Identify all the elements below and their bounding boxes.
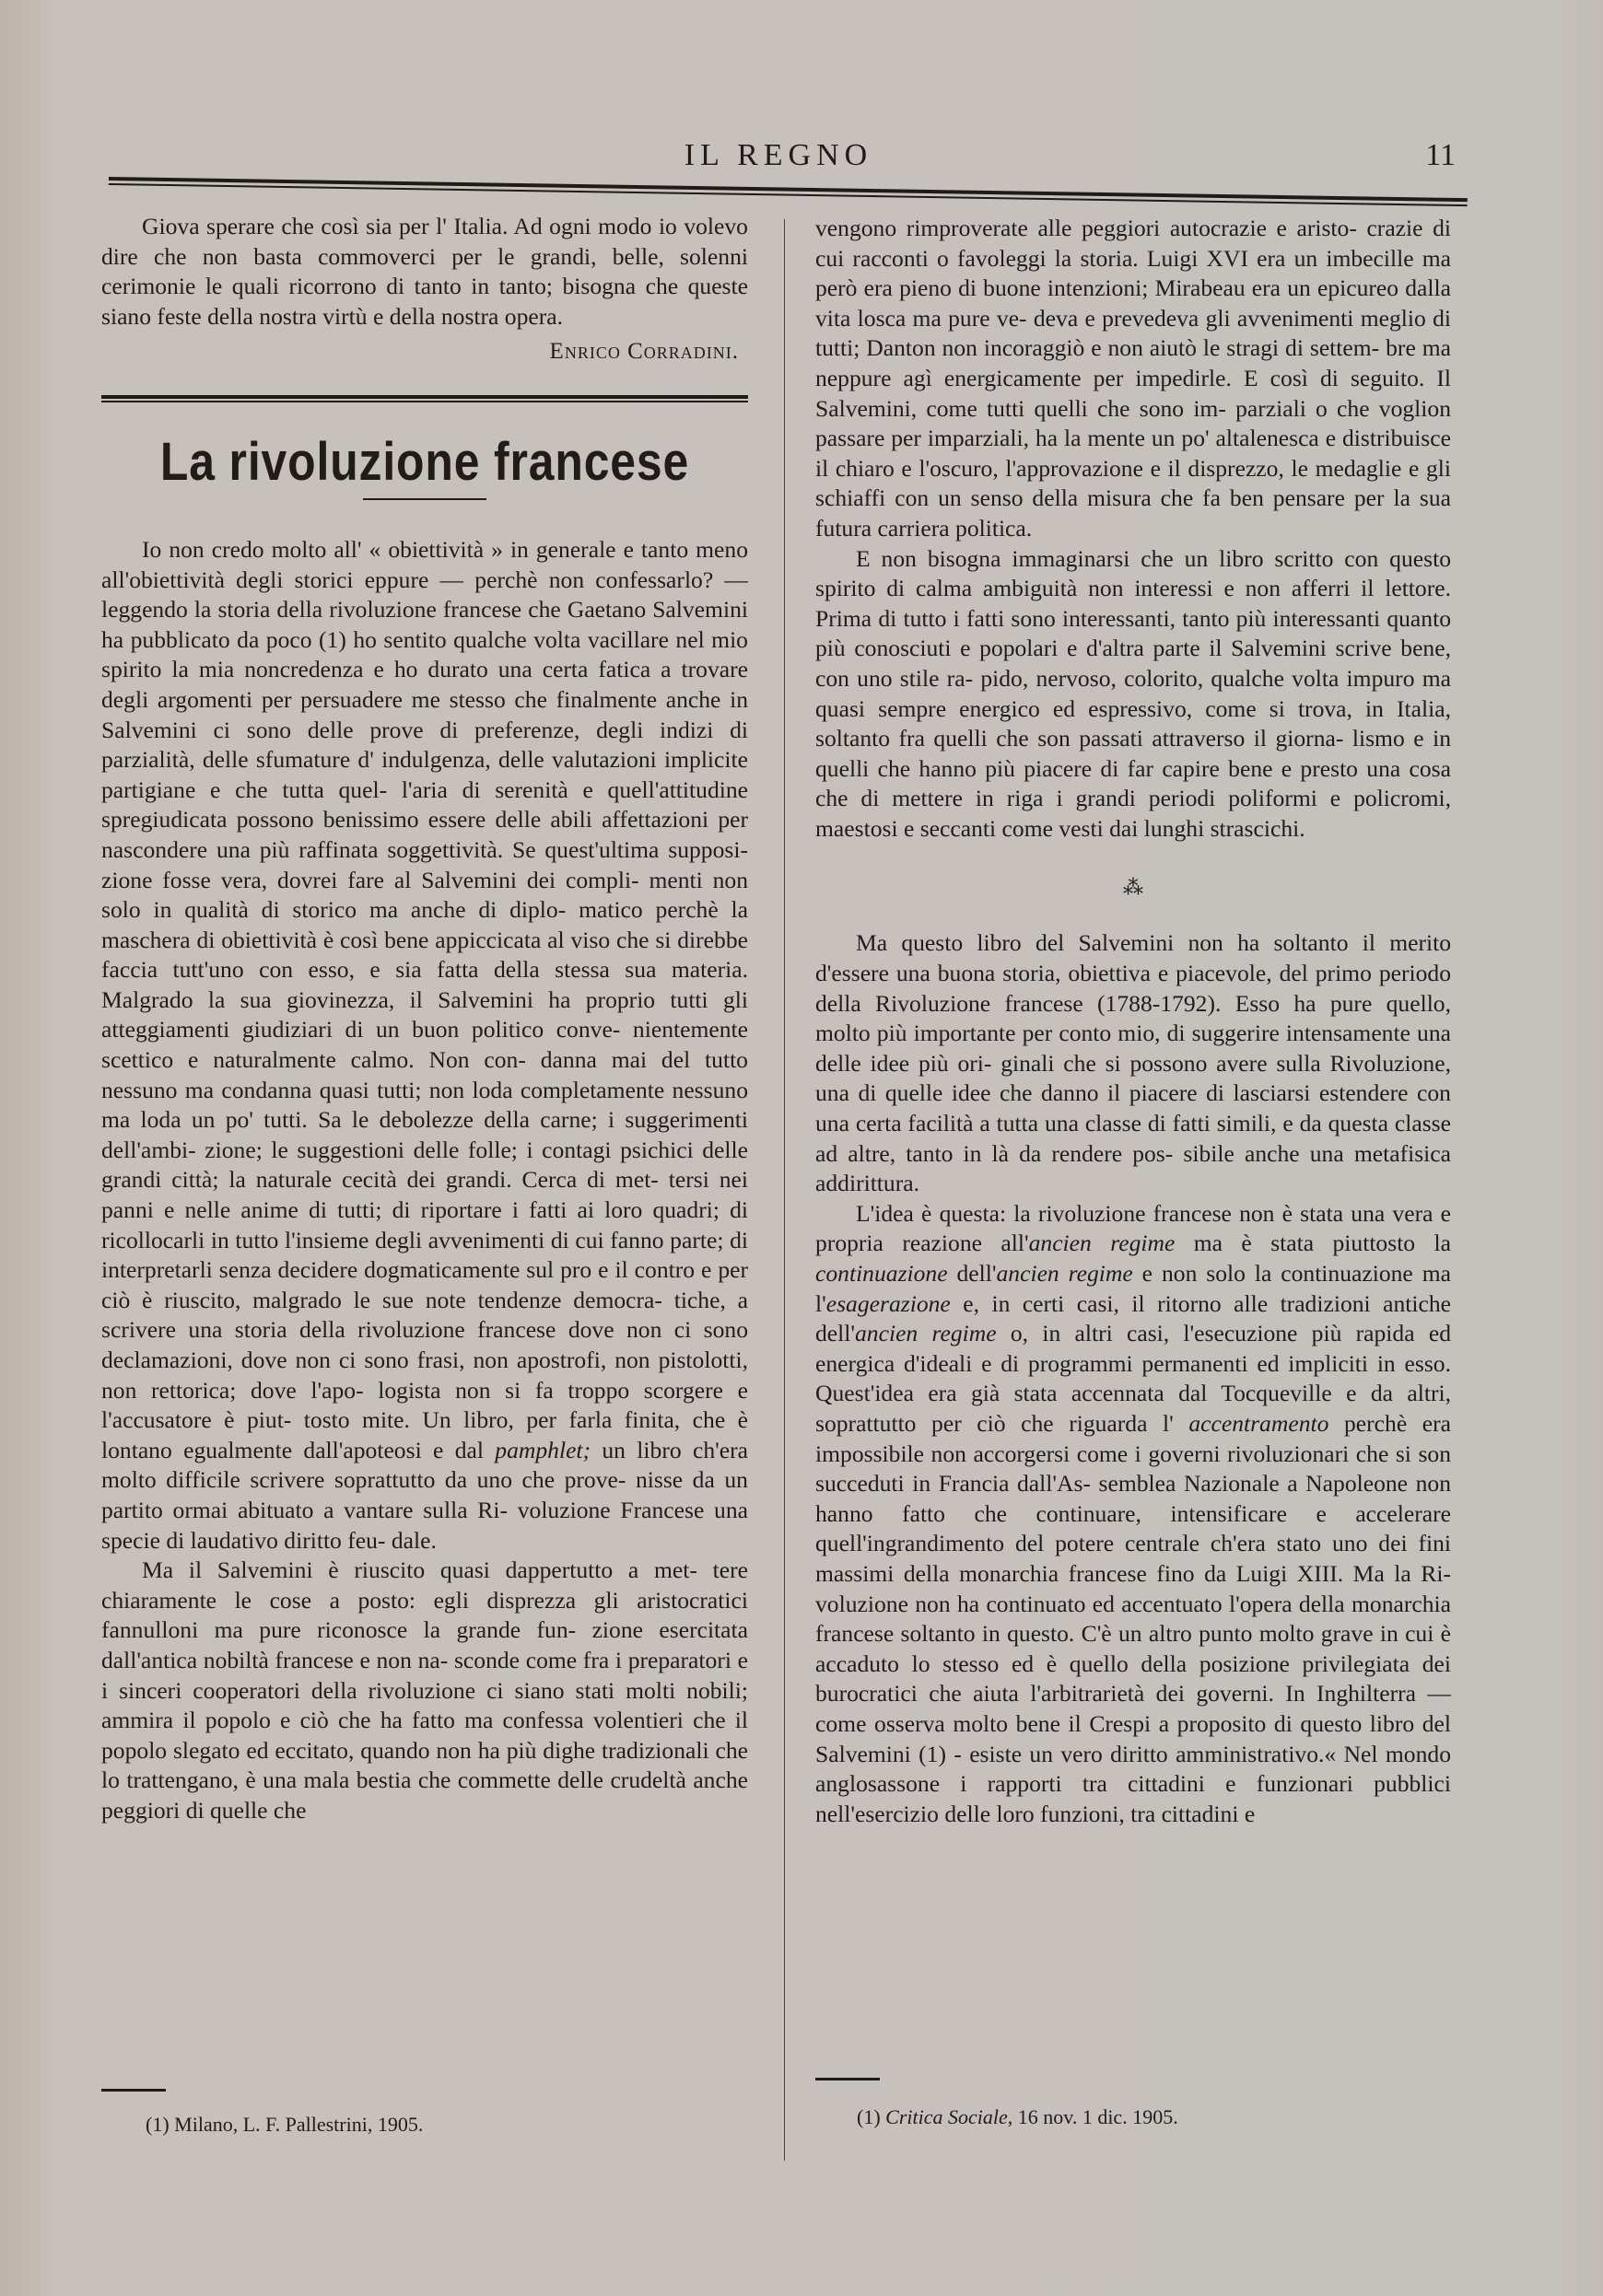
section-break-asterism [815,844,1451,928]
left-footnote-block [101,2089,748,2138]
author-signature: Enrico Corradini. [549,339,739,365]
publication-title: IL REGNO [684,138,873,172]
left-column [101,212,748,1826]
running-head [101,138,1456,182]
footnote-1-right: (1) Critica Sociale, 16 nov. 1 dic. 1905. [857,2105,1178,2128]
article-title: La rivoluzione francese [159,431,690,492]
article-paragraph-4: Ma questo libro del Salvemini non ha soltanto il merito d'essere una buona storia, obiettiva e piacevole, del primo periodo della Rivoluzione francese (1788-1792). Esso ha pure quello, molto più importante per conto mio, di suggerire intensamente una delle idee più ori- ginali che si possono avere sulla Rivoluzione, una di quelle idee che danno il piacere di lasciarsi estendere con una certa facilità a tutta una classe di fatti simili, e da questa classe ad altre, tanto in là da rendere pos- sibile anche una metafisica addirittura. [815,929,1451,1197]
article-paragraph-continued: vengono rimproverate alle peggiori autocrazie e aristo- crazie di cui racconti o favoleggi la storia. Luigi XVI era un imbecille ma però era pieno di buone intenzioni; Mirabeau era un epicureo dalla vita losca ma pure ve- deva e prevedeva gli avvenimenti meglio di tutti; Danton non incoraggiò e non aiutò le stragi di settem- bre ma neppure agì energicamente per impedirle. E così di seguito. Il Salvemini, come tutti quelli che sono im- parziali o che voglion passare per imparziali, ha la mente un po' altalenesca e distribuisce il chiaro e l'oscuro, l'approvazione e il disprezzo, le medaglie e gli schiaffi con un senso della misura che fa ben pensare per la sua futura carriera politica. [815,215,1452,542]
title-underline [363,498,486,500]
page-number: 11 [1425,138,1456,172]
right-column [815,214,1451,1829]
article-paragraph-2: Ma il Salvemini è riuscito quasi dappertutto a met- tere chiaramente le cose a posto: egli disprezza gli aristocratici fannulloni ma pure riconosce la grande fun- zione esercitata dall'antica nobiltà francese e non na- sconde come fra i preparatori e i sinceri cooperatori della rivoluzione ci siano stati molti nobili; ammira il popolo e ciò che ha fatto ma confessa volentieri che il popolo slegato ed eccitato, quando non ha più dighe tradizionali che lo trattengano, è una mala bestia che commette delle crudeltà anche peggiori di quelle che [101,1556,749,1824]
footnote-rule [815,2078,880,2080]
right-footnote-block [815,2078,1451,2130]
footnote-rule [101,2089,166,2092]
article-paragraph-3: E non bisogna immaginarsi che un libro scritto con questo spirito di calma ambiguità non interessi e non afferri il lettore. Prima di tutto i fatti sono interessanti, tanto più interessanti quanto più conosciuti e popolari e d'altra parte il Salvemini scrive bene, con uno stile ra- pido, nervoso, colorito, qualche volta impuro ma quasi sempre energico ed espressivo, come si trova, in Italia, soltanto fra quelli che son passati attraverso il giorna- lismo e in quelli che hanno più piacere di far capire bene e presto una cosa che di mettere in riga i grandi periodi poliformi e policromi, maestosi e seccanti come vesti dai lunghi strascichi. [815,544,1451,842]
section-double-rule [101,395,748,402]
column-divider [784,219,785,2161]
footnote-1-left: (1) Milano, L. F. Pallestrini, 1905. [146,2113,424,2136]
article-paragraph-5: L'idea è questa: la rivoluzione francese non è stata una vera e propria reazione all'ancien regime ma è stata piuttosto la continuazione dell'ancien regime e non solo la continuazione ma l'esagerazione e, in certi casi, il ritorno alle tradizioni antiche dell'ancien regime o, in altri casi, l'esecuzione più rapida ed energica d'ideali e di programmi permanenti ed impliciti in esso. Quest'idea era già stata accennata dal Tocqueville e da altri, soprattutto per ciò che riguarda l' accentramento perchè era impossibile non accorgersi come i governi rivoluzionari che si son succeduti in Francia dall'As- semblea Nazionale a Napoleone non hanno fatto che continuare, intensificare e accelerare quell'ingrandimento del potere centrale ch'era stato uno dei fini massimi della monarchia francese fino da Luigi XIII. Ma la Ri- voluzione non ha continuato ed accentuato l'opera della monarchia francese soltanto in questo. C'è un altro punto molto grave in cui è accaduto lo stesso ed è quello della posizione privilegiata dei burocratici che aiuta l'arbitrarietà dei governi. In Inghilterra — come osserva molto bene il Crespi a proposito di questo libro del Salvemini (1) - esiste un vero diritto amministrativo.« Nel mondo anglosassone i rapporti tra cittadini e funzionari pubblici nell'esercizio delle loro funzioni, tra cittadini e [815,1199,1452,1827]
article-paragraph-1: Io non credo molto all' « obiettività » in generale e tanto meno all'obiettività degli storici eppure — perchè non confessarlo? — leggendo la storia della rivoluzione francese che Gaetano Salvemini ha pubblicato da poco (1) ho sentito qualche volta vacillare nel mio spirito la mia noncredenza e ho durato una certa fatica a trovare degli argomenti per persuadere me stesso che finalmente anche in Salvemini ci sono delle prove di preferenze, degli indizi di parzialità, delle sfumature d' indulgenza, delle valutazioni implicite partigiane e che tutta quel- l'aria di serenità e quell'attitudine spregiudicata possono benissimo essere delle abili affettazioni per nascondere una più raffinata soggettività. Se quest'ultima supposi- zione fosse vera, dovrei fare al Salvemini dei compli- menti non solo in qualità di storico ma anche di diplo- matico perchè la maschera di obiettività è così bene appiccicata al viso che si direbbe faccia tutt'uno con esso, e sia fatta della stessa sua materia. Malgrado la sua giovinezza, il Salvemini ha proprio tutti gli atteggiamenti giudiziari di un buon politico conve- nientemente scettico e naturalmente calmo. Non con- danna mai del tutto nessuno ma condanna quasi tutti; non loda completamente nessuno ma loda un po' tutti. Sa le debolezze della carne; i suggerimenti dell'ambi- zione; le suggestioni delle folle; i contagi psichici delle grandi città; la naturale cecità dei grandi. Cerca di met- tersi nei panni e nelle anime di tutti; di riportare i fatti ai loro quadri; di ricollocarli in tutto l'insieme degli avvenimenti di cui fanno parte; di interpretarli senza decidere dogmaticamente sul pro e il contro e per ciò è riuscito, malgrado le sue note tendenze democra- tiche, a scrivere una storia della rivoluzione francese dove non ci sono declamazioni, dove non ci sono frasi, non apostrofi, non pistolotti, non rettorica; dove l'apo- logista non si fa troppo scorgere e l'accusatore è piut- tosto mite. Un libro, per farla finita, che è lontano egualmente dall'apoteosi e dal pamphlet; un libro ch'era molto difficile scrivere soprattutto da uno che prove- nisse da un partito ormai abituato a vantare sulla Ri- voluzione Francese una specie di laudativo diritto feu- dale. [101,535,749,1554]
asterism-glyph: ⁂ [1123,876,1143,900]
prev-article-closing-paragraph: Giova sperare che così sia per l' Italia. Ad ogni modo io volevo dire che non basta commoverci per le grandi, belle, solenni cerimonie le quali ricorrono di tanto in tanto; bisogna che queste siano feste della nostra virtù e della nostra opera. [101,213,748,330]
